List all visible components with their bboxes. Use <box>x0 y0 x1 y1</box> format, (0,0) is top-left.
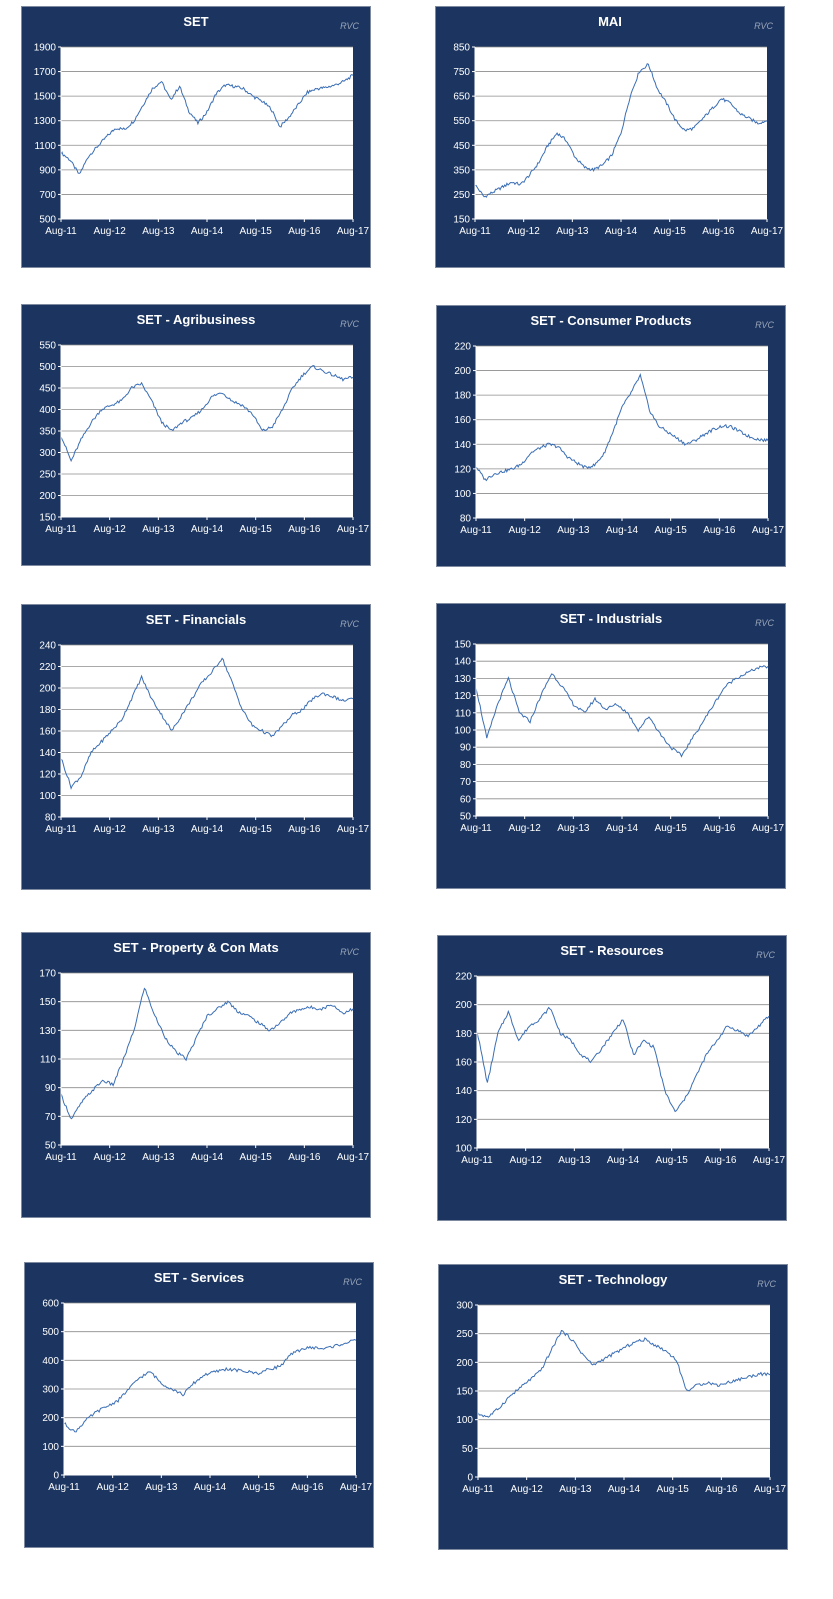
chart-panel-services <box>24 1262 374 1548</box>
y-tick-label: 700 <box>39 189 56 201</box>
x-tick-label: Aug-14 <box>604 226 638 237</box>
chart-title: SET - Technology <box>558 1272 668 1287</box>
y-tick-label: 150 <box>39 997 56 1009</box>
y-tick-label: 170 <box>39 968 56 980</box>
x-tick-label: Aug-15 <box>656 1484 689 1495</box>
y-tick-label: 100 <box>454 488 471 500</box>
y-tick-label: 50 <box>461 1443 473 1455</box>
x-tick-label: Aug-14 <box>607 1484 641 1495</box>
rvc-watermark: RVC <box>340 619 359 629</box>
chart-title: SET <box>183 14 209 29</box>
rvc-watermark: RVC <box>340 947 359 957</box>
x-tick-label: Aug-12 <box>93 524 126 535</box>
chart-panel-technology <box>438 1264 788 1550</box>
y-tick-label: 750 <box>453 67 470 79</box>
chart-svg <box>439 1265 787 1549</box>
chart-panel-consumer-products <box>436 305 786 567</box>
y-tick-label: 150 <box>39 512 56 524</box>
x-tick-label: Aug-15 <box>655 1155 688 1166</box>
y-tick-label: 500 <box>39 214 56 226</box>
y-tick-label: 140 <box>39 748 56 759</box>
y-tick-label: 900 <box>39 165 56 177</box>
y-tick-label: 50 <box>44 1140 56 1152</box>
y-tick-label: 150 <box>454 639 471 651</box>
x-tick-label: Aug-16 <box>702 226 735 237</box>
chart-panel-resources <box>437 935 787 1221</box>
y-tick-label: 120 <box>454 691 471 703</box>
x-tick-label: Aug-15 <box>239 226 272 237</box>
x-tick-label: Aug-14 <box>190 824 224 835</box>
y-tick-label: 200 <box>39 683 56 695</box>
chart-svg <box>25 1263 373 1547</box>
y-tick-label: 0 <box>467 1472 473 1484</box>
x-tick-label: Aug-13 <box>559 1484 592 1495</box>
y-tick-label: 0 <box>53 1470 59 1482</box>
x-tick-label: Aug-17 <box>750 226 784 237</box>
chart-panel-property-con-mats <box>21 932 371 1218</box>
chart-panel-mai <box>435 6 785 268</box>
y-tick-label: 140 <box>454 656 471 668</box>
y-tick-label: 400 <box>42 1355 59 1367</box>
y-tick-label: 1500 <box>33 91 56 103</box>
x-tick-label: Aug-16 <box>703 525 736 536</box>
y-tick-label: 100 <box>42 1441 59 1453</box>
y-tick-label: 550 <box>39 340 56 352</box>
y-tick-label: 60 <box>459 794 471 806</box>
y-tick-label: 1300 <box>33 116 56 128</box>
x-tick-label: Aug-12 <box>508 525 541 536</box>
x-tick-label: Aug-17 <box>751 525 785 536</box>
chart-panel-industrials <box>436 603 786 889</box>
y-tick-label: 180 <box>39 705 56 716</box>
y-tick-label: 400 <box>39 405 56 416</box>
x-tick-label: Aug-16 <box>705 1484 738 1495</box>
x-tick-label: Aug-14 <box>606 1155 640 1166</box>
x-tick-label: Aug-11 <box>460 525 492 536</box>
x-tick-label: Aug-13 <box>145 1482 178 1493</box>
x-tick-label: Aug-16 <box>288 1152 321 1163</box>
y-tick-label: 70 <box>459 777 471 789</box>
x-tick-label: Aug-11 <box>459 226 491 237</box>
x-tick-label: Aug-16 <box>703 823 736 834</box>
y-tick-label: 200 <box>456 1357 473 1369</box>
y-tick-label: 70 <box>44 1111 56 1123</box>
y-tick-label: 200 <box>454 366 471 378</box>
x-tick-label: Aug-11 <box>45 226 77 237</box>
chart-svg <box>437 306 785 566</box>
x-tick-label: Aug-17 <box>752 1155 786 1166</box>
y-tick-label: 160 <box>454 415 471 427</box>
x-tick-label: Aug-17 <box>751 823 785 834</box>
y-tick-label: 250 <box>456 1329 473 1341</box>
y-tick-label: 80 <box>44 812 56 824</box>
x-tick-label: Aug-11 <box>48 1482 80 1493</box>
x-tick-label: Aug-15 <box>653 226 686 237</box>
y-tick-label: 50 <box>459 811 471 823</box>
chart-panel-agribusiness <box>21 304 371 566</box>
chart-title: SET - Resources <box>560 943 664 958</box>
y-tick-label: 100 <box>455 1143 472 1155</box>
rvc-watermark: RVC <box>754 21 773 31</box>
x-tick-label: Aug-16 <box>288 226 321 237</box>
x-tick-label: Aug-13 <box>142 824 175 835</box>
chart-title: SET - Financials <box>145 612 247 627</box>
chart-svg <box>437 604 785 888</box>
x-tick-label: Aug-12 <box>507 226 540 237</box>
chart-svg <box>22 305 370 565</box>
y-tick-label: 550 <box>453 116 470 128</box>
chart-panel-set <box>21 6 371 268</box>
x-tick-label: Aug-14 <box>193 1482 227 1493</box>
x-tick-label: Aug-13 <box>142 226 175 237</box>
x-tick-label: Aug-12 <box>509 1155 542 1166</box>
y-tick-label: 150 <box>453 214 470 226</box>
x-tick-label: Aug-12 <box>93 824 126 835</box>
y-tick-label: 120 <box>39 769 56 781</box>
x-tick-label: Aug-16 <box>704 1155 737 1166</box>
y-tick-label: 450 <box>39 383 56 395</box>
chart-title: SET - Industrials <box>559 611 663 626</box>
chart-svg <box>22 7 370 267</box>
plot-area <box>61 47 353 219</box>
y-tick-label: 220 <box>455 971 472 983</box>
rvc-watermark: RVC <box>755 618 774 628</box>
x-tick-label: Aug-14 <box>605 823 639 834</box>
chart-title: SET - Services <box>153 1270 245 1285</box>
y-tick-label: 240 <box>39 640 56 652</box>
y-tick-label: 250 <box>453 189 470 201</box>
chart-svg <box>22 605 370 889</box>
y-tick-label: 220 <box>454 341 471 353</box>
y-tick-label: 80 <box>459 513 471 525</box>
y-tick-label: 200 <box>455 1000 472 1012</box>
y-tick-label: 220 <box>39 662 56 673</box>
y-tick-label: 90 <box>44 1083 56 1095</box>
y-tick-label: 100 <box>39 791 56 802</box>
y-tick-label: 200 <box>39 491 56 502</box>
y-tick-label: 140 <box>454 439 471 451</box>
x-tick-label: Aug-16 <box>291 1482 324 1493</box>
y-tick-label: 120 <box>455 1114 472 1126</box>
chart-title: SET - Agribusiness <box>136 312 256 327</box>
y-tick-label: 80 <box>459 759 471 771</box>
x-tick-label: Aug-14 <box>190 524 224 535</box>
y-tick-label: 1700 <box>33 67 56 79</box>
y-tick-label: 500 <box>39 362 56 373</box>
y-tick-label: 1100 <box>34 140 56 152</box>
x-tick-label: Aug-17 <box>336 1152 370 1163</box>
x-tick-label: Aug-15 <box>239 524 272 535</box>
chart-svg <box>438 936 786 1220</box>
x-tick-label: Aug-12 <box>93 226 126 237</box>
y-tick-label: 300 <box>39 448 56 459</box>
y-tick-label: 140 <box>455 1086 472 1098</box>
y-tick-label: 350 <box>39 426 56 438</box>
y-tick-label: 110 <box>455 708 471 720</box>
y-tick-label: 350 <box>453 165 470 177</box>
rvc-watermark: RVC <box>340 21 359 31</box>
x-tick-label: Aug-17 <box>336 226 370 237</box>
x-tick-label: Aug-14 <box>190 1152 224 1163</box>
x-tick-label: Aug-15 <box>654 823 687 834</box>
x-tick-label: Aug-17 <box>753 1484 787 1495</box>
x-tick-label: Aug-15 <box>239 824 272 835</box>
y-tick-label: 1900 <box>33 42 56 54</box>
x-tick-label: Aug-11 <box>45 824 77 835</box>
y-tick-label: 180 <box>454 390 471 402</box>
x-tick-label: Aug-17 <box>336 524 370 535</box>
x-tick-label: Aug-13 <box>557 823 590 834</box>
rvc-watermark: RVC <box>340 319 359 329</box>
chart-svg <box>436 7 784 267</box>
x-tick-label: Aug-11 <box>460 823 492 834</box>
y-tick-label: 150 <box>456 1386 473 1398</box>
y-tick-label: 500 <box>42 1327 59 1339</box>
y-tick-label: 130 <box>39 1025 56 1037</box>
y-tick-label: 120 <box>454 464 471 476</box>
chart-title: MAI <box>598 14 622 29</box>
x-tick-label: Aug-13 <box>558 1155 591 1166</box>
x-tick-label: Aug-12 <box>96 1482 129 1493</box>
rvc-watermark: RVC <box>757 1279 776 1289</box>
x-tick-label: Aug-13 <box>142 1152 175 1163</box>
x-tick-label: Aug-13 <box>557 525 590 536</box>
x-tick-label: Aug-16 <box>288 824 321 835</box>
chart-panel-financials <box>21 604 371 890</box>
y-tick-label: 160 <box>455 1057 472 1069</box>
y-tick-label: 180 <box>455 1028 472 1040</box>
y-tick-label: 300 <box>42 1384 59 1396</box>
y-tick-label: 450 <box>453 140 470 152</box>
y-tick-label: 250 <box>39 469 56 481</box>
x-tick-label: Aug-17 <box>339 1482 373 1493</box>
x-tick-label: Aug-15 <box>242 1482 275 1493</box>
x-tick-label: Aug-16 <box>288 524 321 535</box>
x-tick-label: Aug-11 <box>45 1152 77 1163</box>
x-tick-label: Aug-15 <box>654 525 687 536</box>
x-tick-label: Aug-12 <box>508 823 541 834</box>
x-tick-label: Aug-13 <box>142 524 175 535</box>
plot-area <box>476 346 768 518</box>
rvc-watermark: RVC <box>755 320 774 330</box>
x-tick-label: Aug-11 <box>45 524 77 535</box>
x-tick-label: Aug-15 <box>239 1152 272 1163</box>
y-tick-label: 160 <box>39 726 56 738</box>
x-tick-label: Aug-14 <box>190 226 224 237</box>
y-tick-label: 650 <box>453 91 470 103</box>
y-tick-label: 100 <box>456 1415 473 1427</box>
rvc-watermark: RVC <box>343 1277 362 1287</box>
y-tick-label: 600 <box>42 1298 59 1310</box>
y-tick-label: 200 <box>42 1413 59 1425</box>
chart-title: SET - Property & Con Mats <box>113 940 279 955</box>
y-tick-label: 110 <box>40 1054 56 1066</box>
x-tick-label: Aug-12 <box>510 1484 543 1495</box>
x-tick-label: Aug-13 <box>556 226 589 237</box>
x-tick-label: Aug-11 <box>461 1155 493 1166</box>
y-tick-label: 100 <box>454 725 471 737</box>
chart-title: SET - Consumer Products <box>530 313 692 328</box>
y-tick-label: 850 <box>453 42 470 54</box>
y-tick-label: 90 <box>459 742 471 754</box>
x-tick-label: Aug-12 <box>93 1152 126 1163</box>
x-tick-label: Aug-11 <box>462 1484 494 1495</box>
y-tick-label: 130 <box>454 673 471 685</box>
x-tick-label: Aug-14 <box>605 525 639 536</box>
x-tick-label: Aug-17 <box>336 824 370 835</box>
y-tick-label: 300 <box>456 1300 473 1312</box>
chart-svg <box>22 933 370 1217</box>
rvc-watermark: RVC <box>756 950 775 960</box>
